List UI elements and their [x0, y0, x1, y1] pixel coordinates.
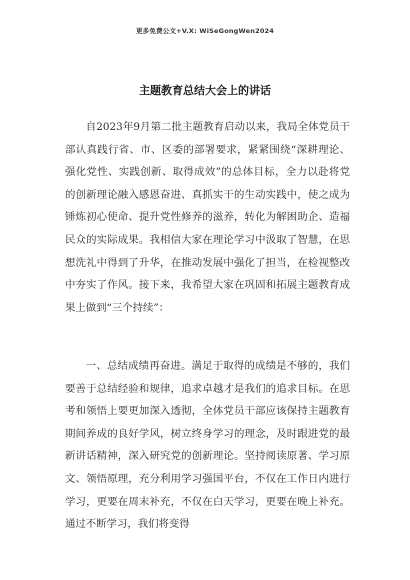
- body-paragraph-1-block: [65, 116, 350, 319]
- header-note: 更多免费公文+V.X: WiSeGongWen2024: [135, 27, 274, 35]
- body-paragraph-2-block: [65, 355, 350, 536]
- body-paragraph: 一、总结成绩再奋进。满足于取得的成绩是不够的，我们要善于总结经验和规律，追求卓越才是我们的追求目标。在思考和领悟上要更加深入透彻，全体党员干部应该保持主题教育期间养成的良好学风，树立终身学习的理念，及时跟进党的最新讲话精神，深入研究党的创新理论。坚持阅读原著、学习原文、领悟原理，充分利用学习强国平台，不仅在工作日内进行学习，更要在周末补充，不仅在白天学习，更要在晚上补充。通过不断学习，我们将变得: [65, 360, 350, 531]
- body-paragraph: 自2023年9月第二批主题教育启动以来，我局全体党员干部认真践行省、市、区委的部署要求，紧紧围绕“深耕理论、强化党性、实践创新、取得成效”的总体目标，全力以赴将党的创新理论融入感恩奋进、真抓实干的生动实践中，使之成为锤炼初心使命、提升党性修养的滋养，转化为解困助企、造福民众的实际成果。我相信大家在理论学习中汲取了智慧，在思想洗礼中得到了升华，在推动发展中强化了担当，在检视整改中夯实了作风。接下来，我希望大家在巩固和拓展主题教育成果上做到“三个持续”：: [65, 121, 350, 314]
- document-title: 主题教育总结大会上的讲话: [139, 84, 271, 97]
